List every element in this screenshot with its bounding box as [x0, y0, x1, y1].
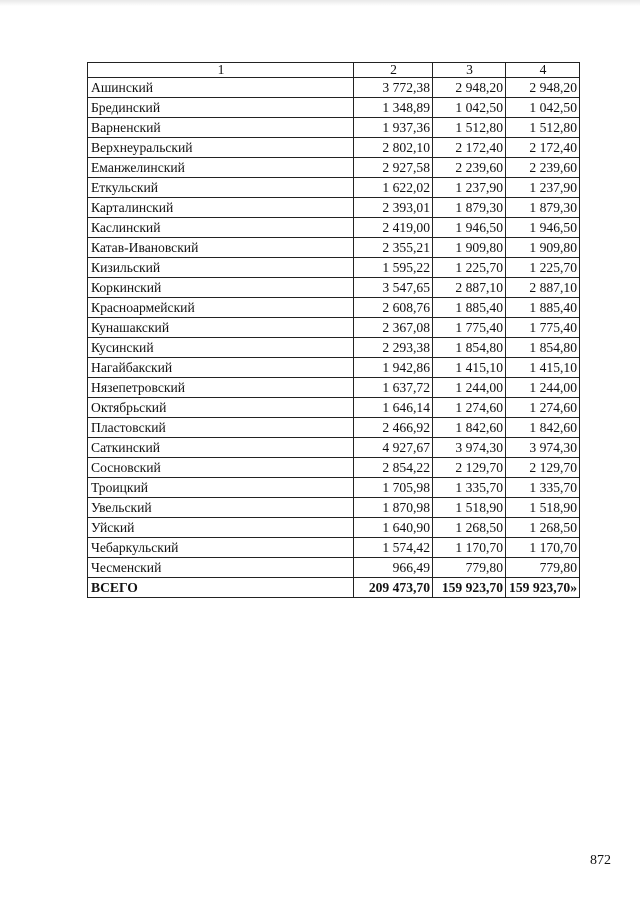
table-row	[88, 118, 580, 138]
value-cell-col2: 1 348,89	[354, 98, 433, 118]
total-label-cell: ВСЕГО	[88, 578, 354, 598]
value-cell-col2: 1 637,72	[354, 378, 433, 398]
value-cell-col2: 2 355,21	[354, 238, 433, 258]
table-row	[88, 198, 580, 218]
table-row	[88, 338, 580, 358]
district-name-cell: Октябрьский	[88, 398, 354, 418]
table-row	[88, 178, 580, 198]
value-cell-col4: 1 885,40	[506, 298, 580, 318]
value-cell-col3: 2 948,20	[433, 78, 506, 98]
table-row	[88, 378, 580, 398]
value-cell-col2: 2 854,22	[354, 458, 433, 478]
value-cell-col4: 2 948,20	[506, 78, 580, 98]
value-cell-col2: 1 595,22	[354, 258, 433, 278]
value-cell-col2: 1 942,86	[354, 358, 433, 378]
scan-edge-shadow	[0, 0, 640, 6]
table-row	[88, 458, 580, 478]
value-cell-col4: 1 335,70	[506, 478, 580, 498]
district-name-cell: Чебаркульский	[88, 538, 354, 558]
district-name-cell: Троицкий	[88, 478, 354, 498]
value-cell-col4: 1 854,80	[506, 338, 580, 358]
value-cell-col2: 1 622,02	[354, 178, 433, 198]
table-row	[88, 558, 580, 578]
table-row	[88, 238, 580, 258]
value-cell-col4: 1 244,00	[506, 378, 580, 398]
value-cell-col2: 3 772,38	[354, 78, 433, 98]
value-cell-col3: 1 268,50	[433, 518, 506, 538]
value-cell-col4: 1 268,50	[506, 518, 580, 538]
table-row	[88, 298, 580, 318]
value-cell-col4: 779,80	[506, 558, 580, 578]
table-row	[88, 78, 580, 98]
table-header-row	[88, 63, 580, 78]
value-cell-col2: 966,49	[354, 558, 433, 578]
district-name-cell: Сосновский	[88, 458, 354, 478]
value-cell-col4: 1 225,70	[506, 258, 580, 278]
value-cell-col4: 2 129,70	[506, 458, 580, 478]
value-cell-col4: 3 974,30	[506, 438, 580, 458]
table-row	[88, 318, 580, 338]
table-row	[88, 218, 580, 238]
value-cell-col3: 1 518,90	[433, 498, 506, 518]
district-name-cell: Верхнеуральский	[88, 138, 354, 158]
table-row	[88, 258, 580, 278]
value-cell-col2: 3 547,65	[354, 278, 433, 298]
district-name-cell: Саткинский	[88, 438, 354, 458]
value-cell-col2: 2 608,76	[354, 298, 433, 318]
value-cell-col3: 1 775,40	[433, 318, 506, 338]
value-cell-col2: 1 640,90	[354, 518, 433, 538]
header-cell-3: 3	[433, 63, 506, 78]
value-cell-col4: 1 909,80	[506, 238, 580, 258]
district-name-cell: Кусинский	[88, 338, 354, 358]
value-cell-col4: 1 842,60	[506, 418, 580, 438]
value-cell-col4: 1 042,50	[506, 98, 580, 118]
value-cell-col3: 1 512,80	[433, 118, 506, 138]
value-cell-col2: 4 927,67	[354, 438, 433, 458]
table-row	[88, 418, 580, 438]
value-cell-col3: 1 042,50	[433, 98, 506, 118]
table-row	[88, 438, 580, 458]
value-cell-col4: 1 518,90	[506, 498, 580, 518]
value-cell-col2: 1 937,36	[354, 118, 433, 138]
district-name-cell: Еткульский	[88, 178, 354, 198]
value-cell-col3: 1 854,80	[433, 338, 506, 358]
district-name-cell: Ашинский	[88, 78, 354, 98]
total-cell-col2: 209 473,70	[354, 578, 433, 598]
value-cell-col4: 1 775,40	[506, 318, 580, 338]
table-row	[88, 518, 580, 538]
value-cell-col4: 2 887,10	[506, 278, 580, 298]
value-cell-col3: 2 172,40	[433, 138, 506, 158]
value-cell-col3: 1 909,80	[433, 238, 506, 258]
table-row	[88, 498, 580, 518]
header-cell-1: 1	[88, 63, 354, 78]
value-cell-col2: 1 574,42	[354, 538, 433, 558]
total-row	[88, 578, 580, 598]
value-cell-col3: 1 879,30	[433, 198, 506, 218]
value-cell-col3: 1 237,90	[433, 178, 506, 198]
value-cell-col3: 1 415,10	[433, 358, 506, 378]
value-cell-col3: 1 885,40	[433, 298, 506, 318]
value-cell-col4: 1 170,70	[506, 538, 580, 558]
value-cell-col4: 1 237,90	[506, 178, 580, 198]
value-cell-col2: 2 393,01	[354, 198, 433, 218]
value-cell-col3: 2 887,10	[433, 278, 506, 298]
value-cell-col3: 2 239,60	[433, 158, 506, 178]
header-cell-2: 2	[354, 63, 433, 78]
district-name-cell: Увельский	[88, 498, 354, 518]
value-cell-col4: 2 239,60	[506, 158, 580, 178]
district-name-cell: Еманжелинский	[88, 158, 354, 178]
table-row	[88, 138, 580, 158]
value-cell-col2: 2 367,08	[354, 318, 433, 338]
district-name-cell: Катав-Ивановский	[88, 238, 354, 258]
value-cell-col3: 779,80	[433, 558, 506, 578]
table-row	[88, 538, 580, 558]
value-cell-col3: 1 244,00	[433, 378, 506, 398]
district-name-cell: Каслинский	[88, 218, 354, 238]
data-table-body	[88, 63, 580, 598]
value-cell-col2: 2 466,92	[354, 418, 433, 438]
value-cell-col4: 1 512,80	[506, 118, 580, 138]
value-cell-col3: 3 974,30	[433, 438, 506, 458]
table-row	[88, 478, 580, 498]
table-row	[88, 398, 580, 418]
value-cell-col3: 2 129,70	[433, 458, 506, 478]
district-name-cell: Коркинский	[88, 278, 354, 298]
district-name-cell: Кизильский	[88, 258, 354, 278]
district-name-cell: Уйский	[88, 518, 354, 538]
value-cell-col3: 1 274,60	[433, 398, 506, 418]
district-name-cell: Красноармейский	[88, 298, 354, 318]
page-number: 872	[590, 853, 611, 868]
table-row	[88, 158, 580, 178]
data-table	[87, 62, 580, 598]
district-name-cell: Нязепетровский	[88, 378, 354, 398]
district-name-cell: Брединский	[88, 98, 354, 118]
value-cell-col4: 1 415,10	[506, 358, 580, 378]
district-name-cell: Чесменский	[88, 558, 354, 578]
total-cell-col4: 159 923,70»	[506, 578, 580, 598]
value-cell-col3: 1 335,70	[433, 478, 506, 498]
value-cell-col4: 1 879,30	[506, 198, 580, 218]
district-name-cell: Карталинский	[88, 198, 354, 218]
value-cell-col3: 1 842,60	[433, 418, 506, 438]
table-row	[88, 358, 580, 378]
district-name-cell: Пластовский	[88, 418, 354, 438]
value-cell-col3: 1 170,70	[433, 538, 506, 558]
value-cell-col2: 1 870,98	[354, 498, 433, 518]
value-cell-col2: 2 419,00	[354, 218, 433, 238]
header-cell-4: 4	[506, 63, 580, 78]
total-cell-col3: 159 923,70	[433, 578, 506, 598]
district-name-cell: Кунашакский	[88, 318, 354, 338]
value-cell-col4: 2 172,40	[506, 138, 580, 158]
district-name-cell: Нагайбакский	[88, 358, 354, 378]
value-cell-col2: 2 927,58	[354, 158, 433, 178]
value-cell-col4: 1 946,50	[506, 218, 580, 238]
value-cell-col2: 1 646,14	[354, 398, 433, 418]
table-row	[88, 278, 580, 298]
value-cell-col2: 2 293,38	[354, 338, 433, 358]
table-row	[88, 98, 580, 118]
value-cell-col4: 1 274,60	[506, 398, 580, 418]
value-cell-col3: 1 225,70	[433, 258, 506, 278]
district-name-cell: Варненский	[88, 118, 354, 138]
value-cell-col2: 2 802,10	[354, 138, 433, 158]
value-cell-col2: 1 705,98	[354, 478, 433, 498]
value-cell-col3: 1 946,50	[433, 218, 506, 238]
